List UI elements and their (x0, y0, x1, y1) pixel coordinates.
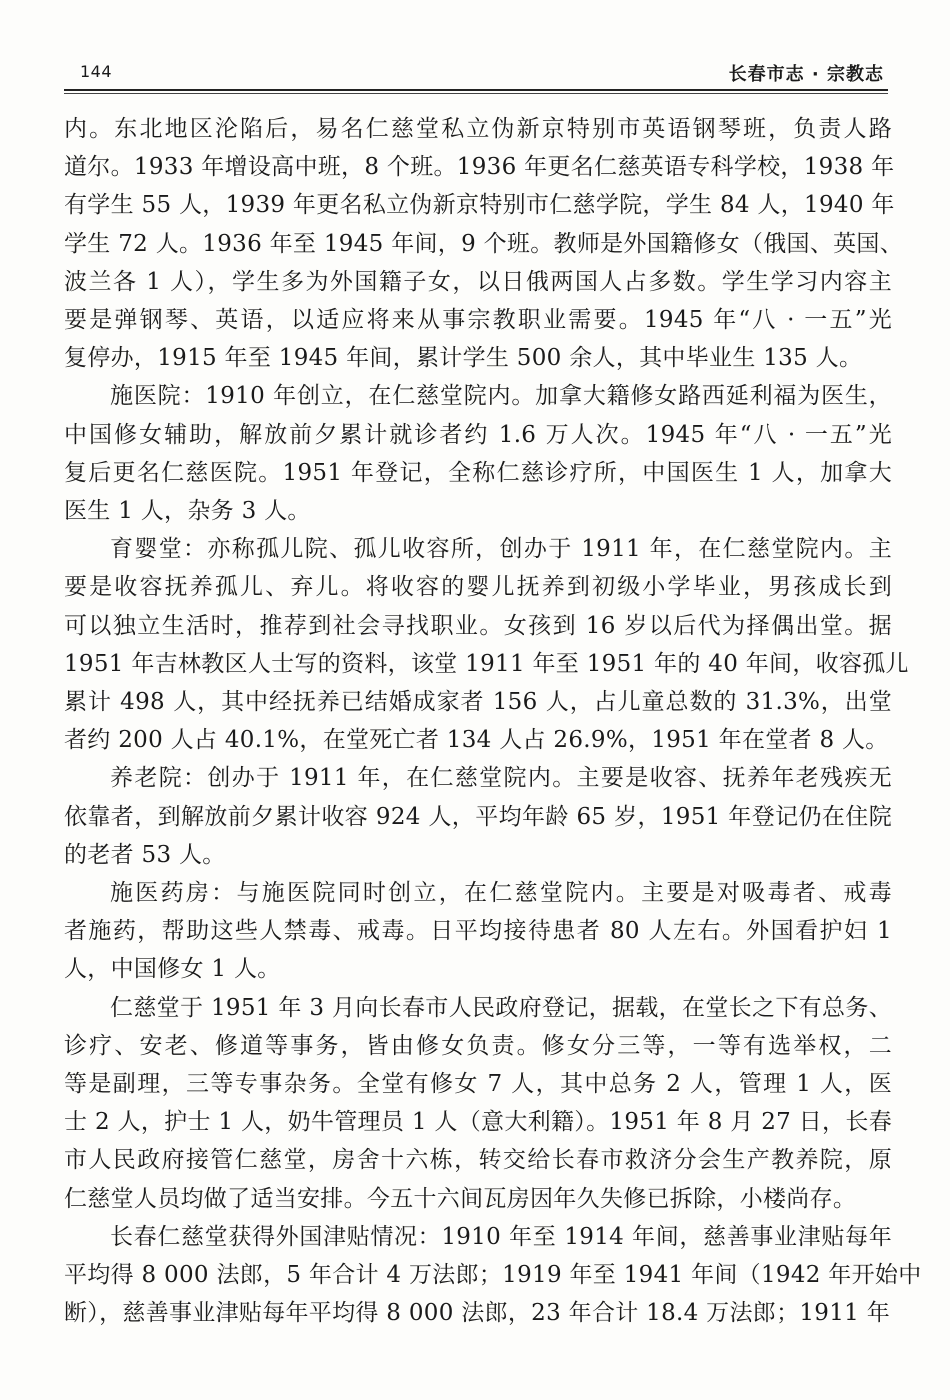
text-line: 要是收容抚养孤儿、弃儿。将收容的婴儿抚养到初级小学毕业，男孩成长到 (64, 574, 892, 601)
paragraph (64, 989, 892, 1218)
text-line: 道尔。1933 年增设高中班，8 个班。1936 年更名仁慈英语专科学校，1938 年 (64, 154, 895, 181)
text-line: 学生 72 人。1936 年至 1945 年间，9 个班。教师是外国籍修女（俄国、英国、 (64, 230, 904, 257)
page-header (64, 58, 888, 84)
text-line: 仁慈堂人员均做了适当安排。今五十六间瓦房因年久失修已拆除，小楼尚存。 (64, 1185, 857, 1212)
text-line: 等是副理，三等专事杂务。全堂有修女 7 人，其中总务 2 人，管理 1 人，医 (64, 1071, 892, 1098)
text-line: 中国修女辅助，解放前夕累计就诊者约 1.6 万人次。1945 年“八 · 一五”光 (64, 421, 892, 448)
paragraph (64, 377, 892, 530)
text-line: 复停办，1915 年至 1945 年间，累计学生 500 余人，其中毕业生 135 人。 (64, 345, 863, 372)
header-rule-thin (64, 93, 888, 94)
text-line: 有学生 55 人，1939 年更名私立伪新京特别市仁慈学院，学生 84 人，1940 年 (64, 192, 895, 219)
header-rule (64, 89, 888, 91)
text-line: 士 2 人，护士 1 人，奶牛管理员 1 人（意大利籍）。1951 年 8 月 27 日，长春 (64, 1109, 892, 1136)
paragraph (64, 530, 909, 759)
text-line: 者约 200 人占 40.1%，在堂死亡者 134 人占 26.9%，1951 年在堂者 8 人。 (64, 727, 889, 754)
text-line: 养老院：创办于 1911 年，在仁慈堂院内。主要是收容、抚养年老残疾无 (110, 765, 892, 792)
text-line: 平均得 8 000 法郎，5 年合计 4 万法郎；1919 年至 1941 年间（1942 年开始中 (64, 1262, 922, 1289)
text-line: 育婴堂：亦称孤儿院、孤儿收容所，创办于 1911 年，在仁慈堂院内。主 (110, 536, 892, 563)
page-number: 144 (80, 62, 113, 81)
body-text (64, 110, 922, 1333)
text-line: 者施药，帮助这些人禁毒、戒毒。日平均接待患者 80 人左右。外国看护妇 1 (64, 918, 892, 945)
text-line: 诊疗、安老、修道等事务，皆由修女负责。修女分三等，一等有选举权，二 (64, 1032, 892, 1059)
text-line: 施医院：1910 年创立，在仁慈堂院内。加拿大籍修女路西延利福为医生， (110, 383, 892, 410)
running-title: 长春市志 · 宗教志 (728, 64, 884, 85)
text-line: 1951 年吉林教区人士写的资料，该堂 1911 年至 1951 年的 40 年间，收容孤儿 (64, 650, 909, 677)
text-line: 可以独立生活时，推荐到社会寻找职业。女孩到 16 岁以后代为择偶出堂。据 (64, 612, 892, 639)
paragraph (64, 759, 892, 874)
paragraph (64, 1218, 922, 1333)
text-line: 要是弹钢琴、英语，以适应将来从事宗教职业需要。1945 年“八 · 一五”光 (64, 307, 892, 334)
text-line: 内。东北地区沦陷后，易名仁慈堂私立伪新京特别市英语钢琴班，负责人路 (64, 116, 892, 142)
text-line: 断），慈善事业津贴每年平均得 8 000 法郎，23 年合计 18.4 万法郎；1911 年 (64, 1300, 891, 1327)
paragraph (64, 110, 904, 377)
text-line: 市人民政府接管仁慈堂，房舍十六栋，转交给长春市救济分会生产教养院，原 (64, 1147, 892, 1174)
paragraph (64, 874, 892, 989)
text-line: 长春仁慈堂获得外国津贴情况：1910 年至 1914 年间，慈善事业津贴每年 (110, 1223, 892, 1250)
text-line: 的老者 53 人。 (64, 841, 226, 868)
text-line: 医生 1 人，杂务 3 人。 (64, 498, 311, 525)
text-line: 仁慈堂于 1951 年 3 月向长春市人民政府登记，据载，在堂长之下有总务、 (110, 994, 892, 1021)
text-line: 复后更名仁慈医院。1951 年登记，全称仁慈诊疗所，中国医生 1 人，加拿大 (64, 459, 892, 486)
text-line: 施医药房：与施医院同时创立，在仁慈堂院内。主要是对吸毒者、戒毒 (110, 880, 892, 907)
text-line: 波兰各 1 人），学生多为外国籍子女，以日俄两国人占多数。学生学习内容主 (64, 268, 892, 295)
text-line: 人，中国修女 1 人。 (64, 956, 281, 983)
text-line: 依靠者，到解放前夕累计收容 924 人，平均年龄 65 岁，1951 年登记仍在住院 (64, 803, 892, 830)
text-line: 累计 498 人，其中经抚养已结婚成家者 156 人，占儿童总数的 31.3%，出堂 (64, 689, 892, 716)
